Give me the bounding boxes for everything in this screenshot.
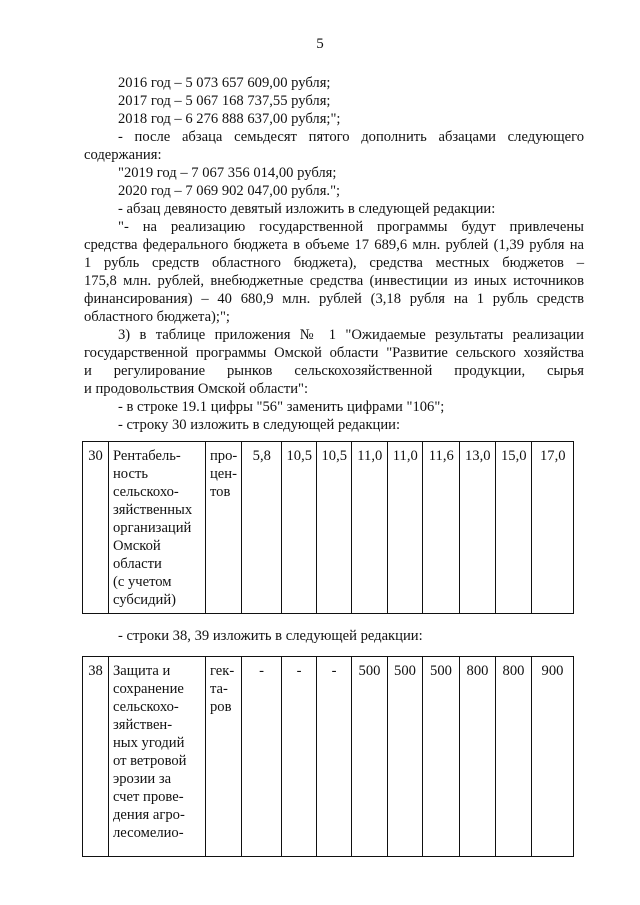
page-number: 5 — [316, 36, 324, 52]
value-cell: 17,0 — [532, 442, 574, 614]
text-line: 3) в таблице приложения № 1 "Ожидаемые результаты реализации — [118, 327, 584, 343]
value-cell: 500 — [352, 657, 388, 857]
text-line: 1 рубль средств областного бюджета), средства местных бюджетов – — [84, 255, 584, 271]
text-line: 2018 год – 6 276 888 637,00 рубля;"; — [118, 111, 341, 127]
text-line: областного бюджета);"; — [84, 309, 230, 325]
value-cell: 11,0 — [388, 442, 423, 614]
text-line: 175,8 млн. рублей, внебюджетные средства (инвестиции из иных источников — [84, 273, 584, 289]
value-cell: 10,5 — [282, 442, 317, 614]
text-line: и регулирование рынков сельскохозяйственной продукции, сырья — [84, 363, 584, 379]
value-cell: 11,0 — [352, 442, 388, 614]
text-line: "2019 год – 7 067 356 014,00 рубля; — [118, 165, 337, 181]
indicator-name: Рентабель- ность сельскохо- зяйственных организаций Омской области (с учетом субсидий) — [109, 442, 206, 614]
table-row-30 — [82, 441, 574, 614]
value-cell: 500 — [388, 657, 423, 857]
value-cell: 10,5 — [317, 442, 352, 614]
value-cell: 500 — [423, 657, 460, 857]
value-cell: 900 — [532, 657, 574, 857]
value-cell: - — [317, 657, 352, 857]
text-line: государственной программы Омской области "Развитие сельского хозяйства — [84, 345, 584, 361]
text-line: - после абзаца семьдесят пятого дополнить абзацами следующего — [118, 129, 584, 145]
text-line: содержания: — [84, 147, 162, 163]
row-number: 30 — [83, 442, 109, 614]
value-cell: 5,8 — [242, 442, 282, 614]
value-cell: 800 — [460, 657, 496, 857]
value-cell: 15,0 — [496, 442, 532, 614]
text-line: - строку 30 изложить в следующей редакции: — [118, 417, 401, 433]
text-line: 2017 год – 5 067 168 737,55 рубля; — [118, 93, 331, 109]
text-line: финансирования) – 40 680,9 млн. рублей (3,18 рубля на 1 рубль средств — [84, 291, 584, 307]
indicator-name: Защита и сохранение сельскохо- зяйствен- ных угодий от ветровой эрозии за счет прове- дения агро- лесомелио- — [109, 657, 206, 857]
table-row-38 — [82, 656, 574, 857]
text-line: - абзац девяносто девятый изложить в следующей редакции: — [118, 201, 496, 217]
text-line: 2020 год – 7 069 902 047,00 рубля."; — [118, 183, 341, 199]
text-line: - строки 38, 39 изложить в следующей редакции: — [118, 628, 423, 644]
value-cell: - — [242, 657, 282, 857]
text-line: и продовольствия Омской области": — [84, 381, 309, 397]
value-cell: 11,6 — [423, 442, 460, 614]
value-cell: 13,0 — [460, 442, 496, 614]
text-line: средства федерального бюджета в объеме 17 689,6 млн. рублей (1,39 рубля на — [84, 237, 584, 253]
value-cell: 800 — [496, 657, 532, 857]
unit-of-measure: гек- та- ров — [206, 657, 242, 857]
unit-of-measure: про- цен- тов — [206, 442, 242, 614]
text-line: "- на реализацию государственной программы будут привлечены — [118, 219, 584, 235]
text-line: 2016 год – 5 073 657 609,00 рубля; — [118, 75, 331, 91]
row-number: 38 — [83, 657, 109, 857]
value-cell: - — [282, 657, 317, 857]
text-line: - в строке 19.1 цифры "56" заменить цифрами "106"; — [118, 399, 445, 415]
